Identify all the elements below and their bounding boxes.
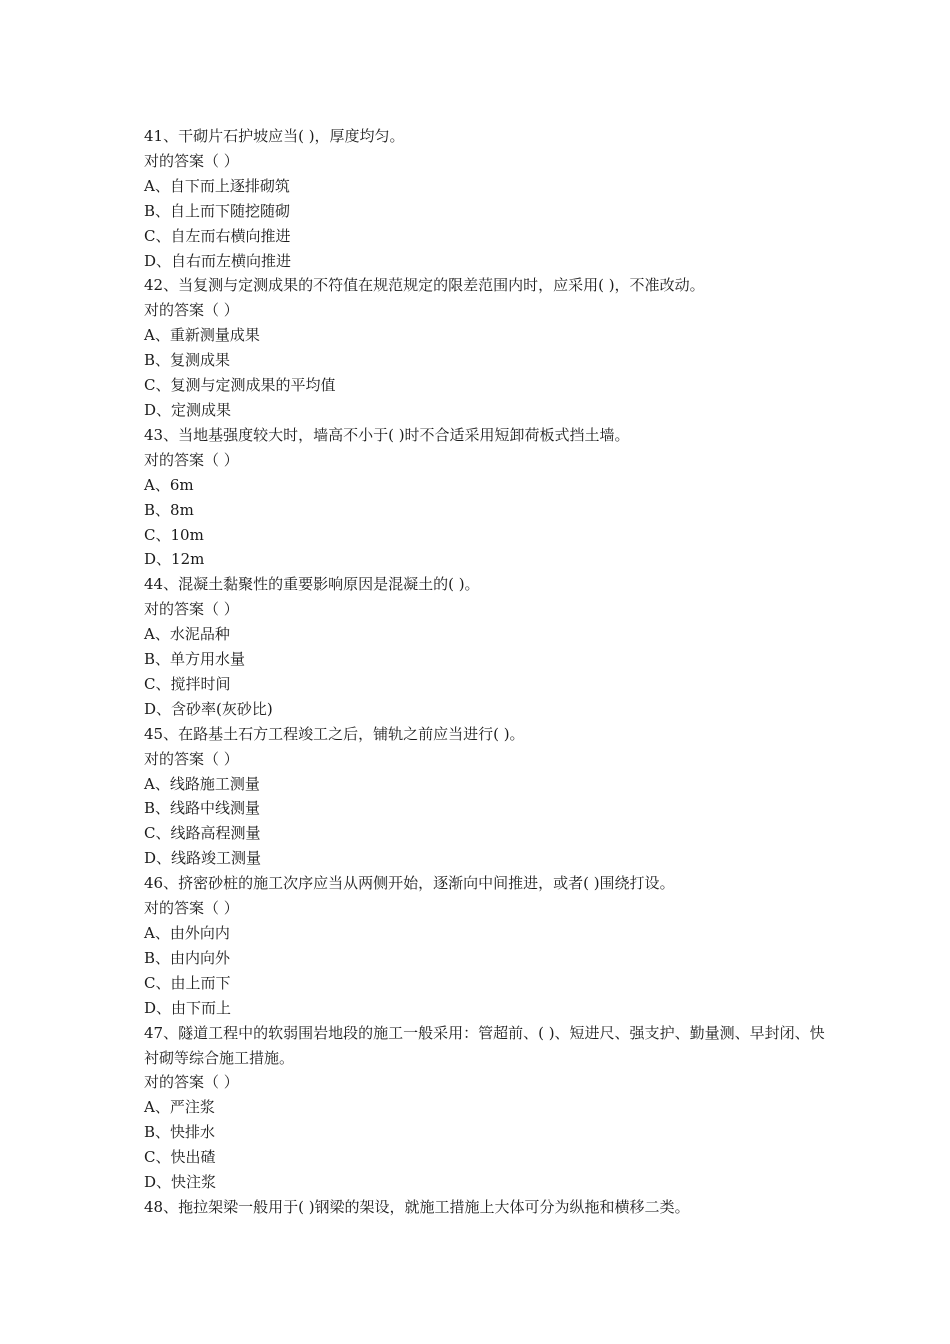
option-b: B、由内向外	[144, 948, 231, 967]
answer-label: 对的答案（ ）	[144, 301, 239, 320]
option-c: C、10m	[144, 525, 204, 544]
option-d: D、定测成果	[144, 400, 232, 419]
option-d: D、自右而左横向推进	[144, 251, 292, 270]
option-a: A、自下而上逐排砌筑	[144, 176, 290, 195]
question-48	[144, 1195, 834, 1220]
question-stem: 41、干砌片石护坡应当( )，厚度均匀。	[144, 127, 405, 145]
question-47	[144, 1021, 834, 1195]
option-a: A、严注浆	[144, 1098, 215, 1117]
option-c: C、快出碴	[144, 1148, 216, 1167]
question-stem: 42、当复测与定测成果的不符值在规范规定的限差范围内时，应采用( )，不准改动。	[144, 276, 705, 295]
option-a: A、重新测量成果	[144, 326, 260, 345]
option-a: A、由外向内	[144, 924, 230, 942]
option-c: C、搅拌时间	[144, 674, 231, 693]
option-a: A、线路施工测量	[144, 774, 260, 793]
answer-label: 对的答案（ ）	[144, 450, 239, 469]
option-b: B、快排水	[144, 1123, 216, 1142]
answer-label: 对的答案（ ）	[144, 749, 239, 768]
option-a: A、6m	[144, 475, 194, 494]
question-stem: 48、拖拉架梁一般用于( )钢梁的架设，就施工措施上大体可分为纵拖和横移二类。	[144, 1197, 690, 1216]
option-d: D、含砂率(灰砂比)	[144, 699, 273, 718]
option-b: B、线路中线测量	[144, 799, 261, 818]
document-page	[144, 124, 834, 1220]
option-d: D、线路竣工测量	[144, 849, 262, 868]
question-stem: 46、挤密砂桩的施工次序应当从两侧开始，逐渐向中间推进，或者( )围绕打设。	[144, 874, 675, 893]
question-stem: 43、当地基强度较大时，墙高不小于( )时不合适采用短卸荷板式挡土墙。	[144, 425, 630, 444]
question-42	[144, 273, 834, 422]
answer-label: 对的答案（ ）	[144, 600, 239, 619]
option-a: A、水泥品种	[144, 625, 230, 644]
question-46	[144, 871, 834, 1020]
question-43	[144, 423, 834, 572]
answer-label: 对的答案（ ）	[144, 151, 239, 170]
question-stem: 47、隧道工程中的软弱围岩地段的施工一般采用：管超前、( )、短进尺、强支护、勤量测、早封闭、快衬砌等综合施工措施。	[144, 1023, 825, 1067]
question-41	[144, 124, 834, 273]
option-c: C、复测与定测成果的平均值	[144, 376, 336, 395]
question-stem: 45、在路基土石方工程竣工之后，铺轨之前应当进行( )。	[144, 724, 525, 743]
option-b: B、自上而下随挖随砌	[144, 201, 291, 220]
question-45	[144, 722, 834, 871]
option-d: D、由下而上	[144, 998, 232, 1017]
option-c: C、由上而下	[144, 973, 231, 992]
option-c: C、线路高程测量	[144, 824, 261, 843]
answer-label: 对的答案（ ）	[144, 1073, 239, 1092]
option-d: D、12m	[144, 550, 205, 569]
option-d: D、快注浆	[144, 1173, 217, 1192]
answer-label: 对的答案（ ）	[144, 899, 239, 918]
option-b: B、复测成果	[144, 351, 231, 370]
question-44	[144, 572, 834, 721]
option-b: B、8m	[144, 500, 194, 519]
option-b: B、单方用水量	[144, 650, 246, 669]
option-c: C、自左而右横向推进	[144, 226, 291, 245]
question-stem: 44、混凝土黏聚性的重要影响原因是混凝土的( )。	[144, 575, 480, 594]
